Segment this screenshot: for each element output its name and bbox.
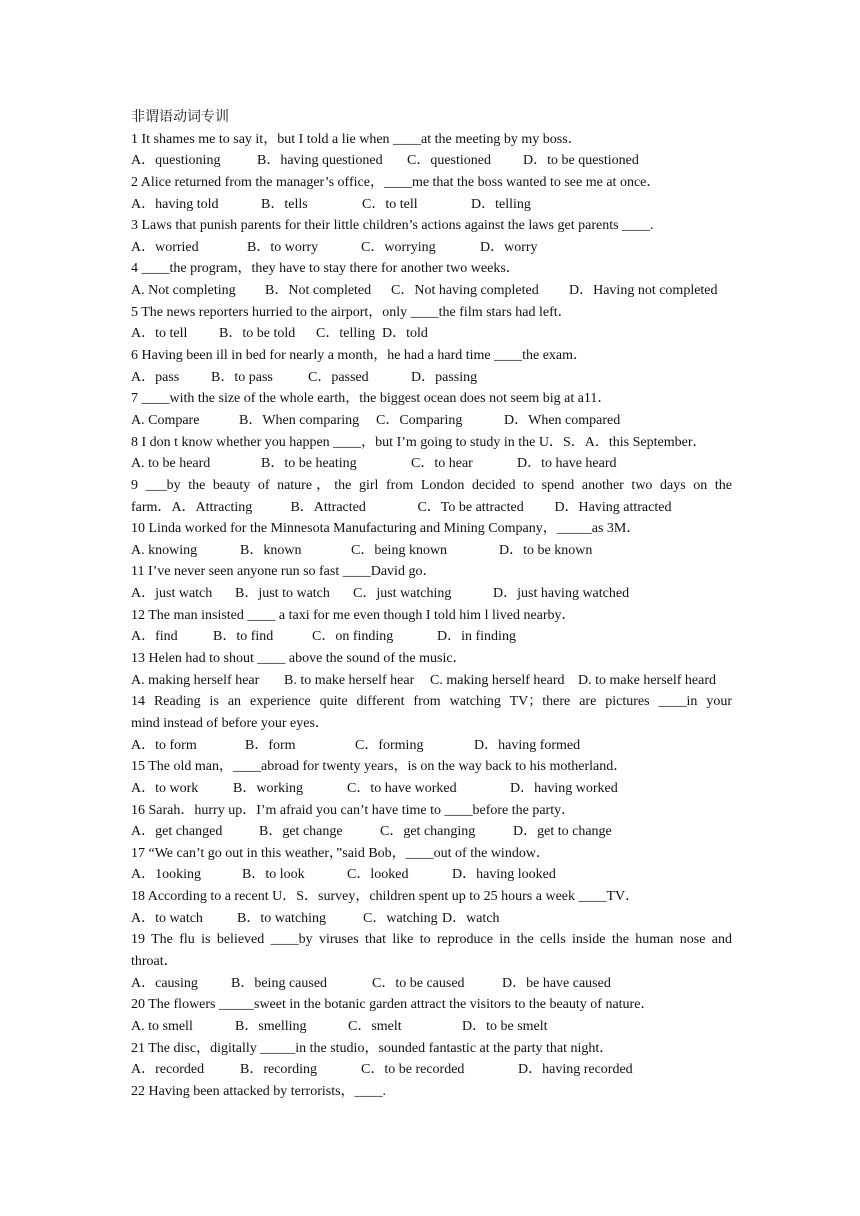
- question-text-end: farm．: [131, 499, 172, 515]
- question-text: mind instead of before your eyes．: [131, 715, 329, 731]
- question-text: 4 ____the program，they have to stay there for another two weeks．: [131, 261, 520, 277]
- answer-option: A．get changed: [131, 824, 223, 840]
- answer-option: C．telling: [316, 326, 376, 342]
- answer-option: B．to be heating: [261, 456, 357, 472]
- answer-option: B．to find: [213, 629, 274, 645]
- answer-option: A．find: [131, 629, 178, 645]
- answer-option: B．form: [245, 737, 296, 753]
- answer-option: D．be have caused: [502, 975, 611, 991]
- answer-option: A．to work: [131, 780, 199, 796]
- question-text: throat．: [131, 953, 178, 969]
- answer-option: D．in finding: [437, 629, 516, 645]
- question-text: 15 The old man，____abroad for twenty years，is on the way back to his motherland．: [131, 759, 628, 775]
- answer-option: C．Comparing: [376, 412, 463, 428]
- page-title: 非谓语动词专训: [131, 109, 229, 125]
- answer-options: [131, 735, 732, 757]
- answer-option: C. making herself heard: [430, 672, 565, 688]
- answer-option: A. Compare: [131, 412, 200, 428]
- answer-option: A．to form: [131, 737, 197, 753]
- answer-option: C．looked: [347, 867, 409, 883]
- answer-option: B．to pass: [211, 369, 273, 385]
- answer-option: D．told: [382, 326, 428, 342]
- answer-option: D．having worked: [510, 780, 618, 796]
- answer-option: B．get change: [259, 824, 343, 840]
- answer-options: [131, 908, 732, 930]
- question-text: 2 Alice returned from the manager’s office，____me that the boss wanted to see me at once．: [131, 174, 661, 190]
- question-text: 1 It shames me to say it，but I told a lie when ____at the meeting by my boss．: [131, 131, 582, 147]
- answer-option: A. making herself hear: [131, 672, 260, 688]
- answer-options: [131, 864, 732, 886]
- answer-option: C．just watching: [353, 586, 452, 602]
- answer-option: C．to be caused: [372, 975, 465, 991]
- answer-option: B. to make herself hear: [284, 672, 415, 688]
- answer-options: [131, 280, 732, 302]
- answer-option: A．pass: [131, 369, 180, 385]
- answer-option: B．being caused: [231, 975, 328, 991]
- answer-option: D．passing: [411, 369, 478, 385]
- answer-options: [131, 150, 732, 172]
- answer-option: A．to watch: [131, 910, 203, 926]
- answer-option: A．1ooking: [131, 867, 201, 883]
- answer-option: A．questioning: [131, 153, 221, 169]
- answer-option: C．to tell: [362, 196, 418, 212]
- answer-option: D．Having attracted: [554, 499, 672, 515]
- answer-option: D．having formed: [474, 737, 581, 753]
- answer-option: C．get changing: [380, 824, 476, 840]
- answer-option: D．to be questioned: [523, 153, 639, 169]
- answer-option: A．just watch: [131, 586, 213, 602]
- answer-option: D．to have heard: [517, 456, 617, 472]
- question-text: 13 Helen had to shout ____ above the sound of the music．: [131, 651, 467, 667]
- answer-option: C．Not having completed: [391, 283, 539, 299]
- answer-option: C．worrying: [361, 239, 436, 255]
- answer-options: [131, 453, 732, 475]
- question-text: 14 Reading is an experience quite different from watching TV；there are pictures ____in your: [131, 694, 732, 710]
- question-text: 16 Sarah．hurry up．I’m afraid you can’t have time to ____before the party．: [131, 802, 576, 818]
- answer-option: C．to have worked: [347, 780, 457, 796]
- answer-options: [131, 778, 732, 800]
- question-text: 21 The disc，digitally _____in the studio，sounded fantastic at the party that night．: [131, 1040, 614, 1056]
- answer-option: C．forming: [355, 737, 424, 753]
- answer-option: A．having told: [131, 196, 219, 212]
- answer-option: D．just having watched: [493, 586, 630, 602]
- answer-option: D. to make herself heard: [578, 672, 716, 688]
- answer-option: C．being known: [351, 542, 448, 558]
- answer-option: D．Having not completed: [569, 283, 718, 299]
- answer-options: [131, 540, 732, 562]
- answer-options: [131, 670, 732, 692]
- answer-option: A．to tell: [131, 326, 188, 342]
- question-text: 5 The news reporters hurried to the airport，only ____the film stars had left．: [131, 304, 572, 320]
- answer-option: D．worry: [480, 239, 538, 255]
- answer-options: [131, 583, 732, 605]
- question-text: 17 “We can’t go out in this weather，”said Bob，____out of the window．: [131, 845, 550, 861]
- answer-option: A. Not completing: [131, 283, 236, 299]
- answer-option: C．To be attracted: [417, 499, 524, 515]
- answer-option: B．to watching: [237, 910, 327, 926]
- worksheet-content: [131, 107, 732, 1102]
- answer-option: D．When compared: [504, 412, 621, 428]
- answer-options: [131, 821, 732, 843]
- answer-option: B．working: [233, 780, 303, 796]
- answer-option: C．to be recorded: [361, 1062, 465, 1078]
- answer-option: B．to look: [242, 867, 305, 883]
- question-text: 22 Having been attacked by terrorists，____.: [131, 1083, 387, 1099]
- answer-option: B．When comparing: [239, 412, 360, 428]
- answer-options: [131, 237, 732, 259]
- answer-options: [131, 626, 732, 648]
- answer-option: C．watching: [363, 910, 438, 926]
- question-text: 8 I don t know whether you happen ____，but I’m going to study in the U．S．A．this September．: [131, 434, 707, 450]
- answer-option: C．smelt: [348, 1018, 402, 1034]
- answer-option: B．Not completed: [265, 283, 372, 299]
- question-text: 3 Laws that punish parents for their little children’s actions against the laws get parents ____.: [131, 218, 654, 234]
- answer-option: A. to smell: [131, 1018, 193, 1034]
- question-text: 11 I’ve never seen anyone run so fast ____David go．: [131, 564, 437, 580]
- answer-options: [131, 323, 732, 345]
- answer-option: D．watch: [442, 910, 500, 926]
- answer-option: B．Attracted: [290, 499, 366, 515]
- answer-option: A．worried: [131, 239, 199, 255]
- answer-option: D．having recorded: [518, 1062, 633, 1078]
- answer-option: C．on finding: [312, 629, 394, 645]
- answer-option: D．to be smelt: [462, 1018, 548, 1034]
- answer-option: A．recorded: [131, 1062, 205, 1078]
- question-text: 6 Having been ill in bed for nearly a month，he had a hard time ____the exam．: [131, 348, 588, 364]
- answer-options: [131, 497, 732, 519]
- answer-options: [131, 1016, 732, 1038]
- answer-option: D．to be known: [499, 542, 593, 558]
- answer-options: [131, 367, 732, 389]
- question-text: 18 According to a recent U．S．survey，children spent up to 25 hours a week ____TV．: [131, 889, 640, 905]
- answer-option: B．known: [240, 542, 302, 558]
- question-text: 10 Linda worked for the Minnesota Manufacturing and Mining Company，_____as 3M．: [131, 521, 641, 537]
- answer-option: B．having questioned: [257, 153, 383, 169]
- answer-option: B．just to watch: [235, 586, 330, 602]
- question-text: 7 ____with the size of the whole earth，the biggest ocean does not seem big at a11．: [131, 391, 612, 407]
- answer-options: [131, 194, 732, 216]
- answer-option: B．to be told: [219, 326, 296, 342]
- answer-option: C．questioned: [407, 153, 491, 169]
- answer-option: D．telling: [471, 196, 531, 212]
- answer-option: D．having looked: [452, 867, 556, 883]
- answer-option: C．passed: [308, 369, 369, 385]
- question-text: 12 The man insisted ____ a taxi for me even though I told him l lived nearby．: [131, 607, 576, 623]
- answer-option: A. knowing: [131, 542, 198, 558]
- answer-options: [131, 410, 732, 432]
- answer-option: A．causing: [131, 975, 198, 991]
- answer-option: D．get to change: [513, 824, 612, 840]
- question-text: 19 The flu is believed ____by viruses that like to reproduce in the cells inside the human nose and: [131, 932, 732, 948]
- answer-option: B．recording: [240, 1062, 317, 1078]
- answer-option: B．to worry: [247, 239, 319, 255]
- answer-option: C．to hear: [411, 456, 473, 472]
- answer-option: B．smelling: [235, 1018, 307, 1034]
- answer-options: [131, 1059, 732, 1081]
- answer-option: A. to be heard: [131, 456, 211, 472]
- answer-option: A．Attracting: [171, 499, 253, 515]
- answer-options: [131, 973, 732, 995]
- question-text: 9 ___by the beauty of nature，the girl from London decided to spend another two days on the: [131, 477, 732, 493]
- answer-option: B．tells: [261, 196, 308, 212]
- question-text: 20 The flowers _____sweet in the botanic garden attract the visitors to the beauty of nature．: [131, 997, 655, 1013]
